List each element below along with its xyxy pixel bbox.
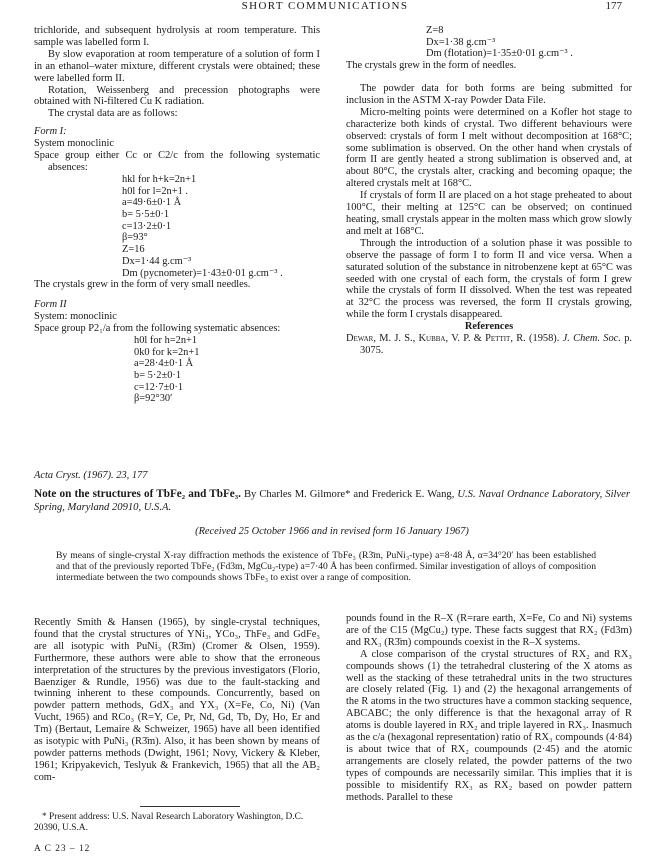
form2-row: Dm (flotation)=1·35±0·01 g.cm⁻³ . bbox=[426, 48, 573, 60]
form1-row: a=49·6±0·1 Å bbox=[122, 197, 182, 209]
footnote-rule bbox=[140, 806, 240, 807]
intro-text-1: trichloride, and subsequent hydrolysis at room temperature. This sample was labelled form I. bbox=[34, 25, 320, 48]
form1-heading: Form I: bbox=[34, 126, 67, 138]
form2-row: b= 5·2±0·1 bbox=[134, 369, 182, 381]
form1-row: c=13·2±0·1 bbox=[122, 220, 172, 232]
footnote: * Present address: U.S. Naval Research Laboratory Washington, D.C. 20390, U.S.A. bbox=[34, 812, 304, 833]
form2-grew: The crystals grew in the form of needles. bbox=[346, 60, 517, 72]
form1-row: hkl for h+k=2n+1 bbox=[122, 173, 197, 185]
reference-year: (1958). bbox=[529, 333, 560, 345]
form2-row: Dx=1·38 g.cm⁻³ bbox=[426, 36, 496, 48]
form2-heading: Form II bbox=[34, 299, 67, 311]
form2-row: 0k0 for k=2n+1 bbox=[134, 346, 200, 358]
form2-data-rows bbox=[134, 335, 320, 405]
right-column-top bbox=[346, 25, 632, 357]
article-body-paragraph: pounds found in the R–X (R=rare earth, X=Fe, Co and Ni) systems are of the C15 (MgCu₂) type. These facts suggest that RX₂ (Fd3m) and RX₃ (R3̄m) compounds coexist in the R–X systems. bbox=[346, 613, 632, 648]
article-left-column bbox=[34, 617, 320, 784]
reference-entry bbox=[346, 333, 632, 357]
article-body-paragraph: Recently Smith & Hansen (1965), by single-crystal techniques, found that the crystal structures of YNi₃, YCo₃, ThFe₃ and GdFe₃ are all isotypic with PuNi₃ (R3̄m) (Cromer & Olsen, 1959). Furthermore, these authors were able to show that the erroneous interpretation of the structures by the previous investigators (Florio, Baenziger & Rundle, 1956) was due to the fault-stacking and twinning inherent to these compounds. Concurrently, based on powder pattern methods, GdX₃ and YX₃ (X=Fe, Co, Ni) (Van Vucht, 1965) and RCo₃ (R=Y, Ce, Pr, Nd, Gd, Tb, Dy, Ho, Er and Tm) (Bertaut, Lemaire & Schweizer, 1965) have all been identified as isotypic with PuNi₃ (R3̄m). Also, it has been shown by means of powder patterns methods (Dwight, 1961; Novy, Vickery & Kleber, 1961; Kripyakevich, Teslyuk & Frankevich, 1965) that all the AB₂ com- bbox=[34, 617, 320, 783]
reference-pages: p. 3075. bbox=[360, 333, 632, 356]
running-header bbox=[0, 0, 650, 14]
form1-space-group: Space group either Cc or C2/c from the following systematic absences: bbox=[34, 150, 320, 173]
intro-text-2: By slow evaporation at room temperature of a solution of form I in an ethanol–water mixture, different crystals were obtained; these were labelled form II. bbox=[34, 48, 320, 84]
body-paragraph: If crystals of form II are placed on a hot stage preheated to about 100°C, their melting at 125°C can be observed; on continued heating, small crystals appear in the molten mass which grow slowly and melt at 168°C. bbox=[346, 190, 632, 237]
article-right-column bbox=[346, 613, 632, 804]
left-column-top bbox=[34, 25, 320, 405]
form1-grew: The crystals grew in the form of very small needles. bbox=[34, 279, 251, 291]
signature-mark: A C 23 – 12 bbox=[34, 844, 91, 854]
reference-journal: J. Chem. Soc. bbox=[562, 333, 621, 345]
form2-row: h0l for h=2n+1 bbox=[134, 334, 198, 346]
received-dates: (Received 25 October 1966 and in revised form 16 January 1967) bbox=[195, 526, 469, 537]
references-heading: References bbox=[464, 321, 514, 333]
form1-row: h0l for l=2n+1 . bbox=[122, 185, 188, 197]
form2-row: a=28·4±0·1 Å bbox=[134, 358, 194, 370]
form1-row: Dx=1·44 g.cm⁻³ bbox=[122, 255, 192, 267]
form1-row: Z=16 bbox=[122, 244, 145, 256]
article-title: Note on the structures of TbFe₂ and TbFe₃. bbox=[34, 488, 241, 500]
reference-authors: Dewar, M. J. S., Kubba, V. P. & Pettit, R. bbox=[346, 333, 526, 345]
form2-system: System: monoclinic bbox=[34, 311, 117, 323]
journal-section-title: SHORT COMMUNICATIONS bbox=[241, 0, 409, 12]
form1-system: System monoclinic bbox=[34, 138, 114, 150]
form1-row: Dm (pycnometer)=1·43±0·01 g.cm⁻³ . bbox=[122, 267, 283, 279]
body-paragraph: The powder data for both forms are being submitted for inclusion in the ASTM X-ray Powder Data File. bbox=[346, 83, 632, 106]
form1-row: β=93° bbox=[122, 232, 148, 244]
form1-data-rows bbox=[122, 174, 320, 279]
form2-row: c=12·7±0·1 bbox=[134, 381, 184, 393]
form1-row: b= 5·5±0·1 bbox=[122, 208, 170, 220]
body-paragraph: Micro-melting points were determined on a Kofler hot stage to characterize both kinds of crystal. Two different behaviours were observed: crystals of form I melt without decomposition at 168°C; some sublimation is observed. On the other hand when crystals of form II are gently heated a strong sublimation is observed and, at about 80°C, the crystals alter, cracking and becoming opaque; the altered crystals melt at 168°C. bbox=[346, 106, 632, 190]
article-authors: By Charles M. Gilmore* and Frederick E. Wang, bbox=[243, 489, 455, 500]
form2-row: β=92°30′ bbox=[134, 393, 173, 405]
article-affiliation: U.S. Naval Ordnance Laboratory, Silver Spring, Maryland 20910, U.S.A. bbox=[34, 489, 630, 513]
form2-space-group: Space group P2₁/a from the following systematic absences: bbox=[34, 322, 281, 334]
article-abstract: By means of single-crystal X-ray diffraction methods the existence of TbFe₃ (R3̄m, PuNi₃-type) a=8·48 Å, α=34°20′ has been established and that of the previously reported TbFe₂ (Fd3m, MgCu₂-type) a=7·40 Å has been confirmed. Similar investigation of alloys of composition intermediate between the two compounds shows TbFe₃ to exist over a range of composition. bbox=[56, 550, 596, 583]
article-citation: Acta Cryst. (1967). 23, 177 bbox=[34, 470, 148, 481]
form2-data-rows-continued bbox=[426, 25, 632, 60]
article-heading bbox=[34, 488, 630, 514]
intro-text-3: Rotation, Weissenberg and precession photographs were obtained with Ni-filtered Cu K radiation. bbox=[34, 84, 320, 108]
form2-row: Z=8 bbox=[426, 25, 444, 36]
article-body-paragraph: A close comparison of the crystal structures of RX₂ and RX₃ compounds shows (1) the tetrahedral clustering of the X atoms as well as the stacking of these tetrahedral units in the two structures are closely related (Fig. 1) and (2) the hexagonal arrangements of the R atoms in the two structures have a common stacking sequence, ABCABC; the only difference is that the hexagonal array of R atoms is double layered in RX₂ and triple layered in RX₃. Inasmuch as the c/a (hexagonal representation) ratio of RX₃ compounds (4·84) is about twice that of RX₂ coumpounds (2·45) and the atomic arrangements are closely related, the powder patterns of the two types of compounds are necessarily similar. This implies that it is possible to misidentify RX₃ as RX₂ based on powder pattern methods. Parallel to these bbox=[346, 648, 632, 803]
page-number: 177 bbox=[605, 0, 622, 12]
body-paragraph: Through the introduction of a solution phase it was possible to observe the passage of form I to form II and vice versa. When a saturated solution of the substance in nitrobenzene kept at 65°C was seeded with one crystal of each form, the crystals of form I grew while the crystals of form II dissolved. When the test was repeated at 32°C the process was reversed, the form II crystals growing, while the form I crystals disappeared. bbox=[346, 237, 632, 321]
intro-text-4: The crystal data are as follows: bbox=[48, 108, 178, 120]
